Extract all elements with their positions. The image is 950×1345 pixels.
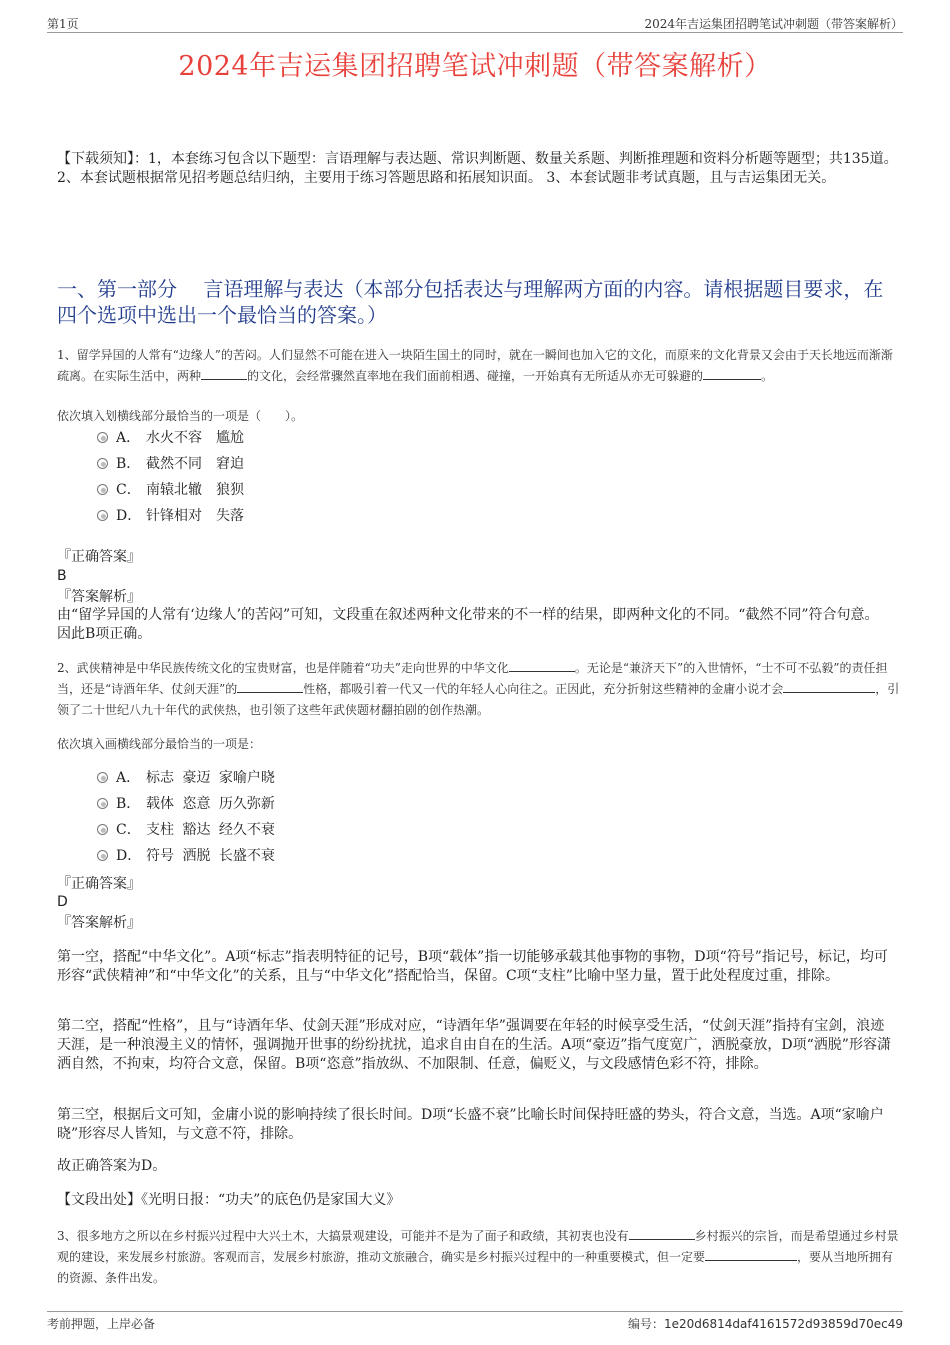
header-divider <box>47 32 903 33</box>
radio-icon[interactable] <box>97 510 108 521</box>
question-3-text-c: ，要从当地所拥有的资源、条件出发。 <box>57 1250 894 1285</box>
question-2-source: 【文段出处】《光明日报：“功夫”的底色仍是家国大义》 <box>57 1192 401 1208</box>
question-2-option-a[interactable] <box>97 768 275 788</box>
question-3-stem <box>57 1226 902 1289</box>
option-text: 南辕北辙 狼狈 <box>146 482 244 498</box>
radio-icon[interactable] <box>97 432 108 443</box>
page-number: 第1页 <box>47 17 79 31</box>
question-2-option-b[interactable] <box>97 794 275 814</box>
option-key: C． <box>116 482 141 498</box>
analysis-label: 『答案解析』 <box>57 915 141 931</box>
option-key: A． <box>116 770 141 786</box>
question-2-analysis-1: 第一空，搭配“中华文化”。A项“标志”指表明特征的记号，B项“载体”指一切能够承载其他事物的事物，D项“符号”指记号，标记，均可形容“武侠精神”和“中华文化”的关系，且与“中华文化”搭配恰当，保留。C项“支柱”比喻中坚力量，置于此处程度过重，排除。 <box>57 949 888 984</box>
correct-answer-label: 『正确答案』 <box>57 549 141 565</box>
question-1-option-d[interactable] <box>97 506 244 526</box>
section-heading: 一、第一部分 言语理解与表达（本部分包括表达与理解两方面的内容。请根据题目要求，在四个选项中选出一个最恰当的答案。） <box>57 277 884 327</box>
question-1-analysis: 由“留学异国的人常有‘边缘人’的苦闷”可知，文段重在叙述两种文化带来的不一样的结果，即两种文化的不同。“截然不同”符合句意。因此B项正确。 <box>57 607 879 642</box>
question-2-text-d: ，引领了二十世纪八九十年代的武侠热，也引领了这些年武侠题材翻拍剧的创作热潮。 <box>57 682 900 717</box>
question-2-prompt: 依次填入画横线部分最恰当的一项是： <box>57 737 262 751</box>
footer-slogan: 考前押题，上岸必备 <box>47 1317 156 1331</box>
blank <box>705 1247 797 1261</box>
page-title: 2024年吉运集团招聘笔试冲刺题（带答案解析） <box>178 51 772 82</box>
question-2-text-a: 2、武侠精神是中华民族传统文化的宝贵财富，也是伴随着“功夫”走向世界的中华文化 <box>57 661 509 675</box>
footer-divider <box>47 1311 903 1312</box>
question-2-text-b: 。无论是“兼济天下”的入世情怀，“士不可不弘毅”的责任担当，还是“诗酒年华、仗剑天涯”的 <box>57 661 888 696</box>
analysis-label: 『答案解析』 <box>57 589 141 605</box>
header-doc-name: 2024年吉运集团招聘笔试冲刺题（带答案解析） <box>644 17 903 31</box>
question-1-answer: B <box>57 568 67 584</box>
question-1-stem <box>57 345 902 387</box>
option-text: 符号 洒脱 长盛不衰 <box>146 848 275 864</box>
option-key: D． <box>116 508 142 524</box>
question-2-analysis-2: 第二空，搭配“性格”，且与“诗酒年华、仗剑天涯”形成对应，“诗酒年华”强调要在年轻的时候享受生活，“仗剑天涯”指持有宝剑，浪迹天涯，是一种浪漫主义的情怀，强调抛开世事的纷纷扰扰，追求自由自在的生活。A项“豪迈”指气度宽广，洒脱豪放，D项“洒脱”形容潇洒自然，不拘束，均符合文意，保留。B项“恣意”指放纵、不加限制、任意，偏贬义，与文段感情色彩不符，排除。 <box>57 1018 891 1072</box>
question-1-text-c: 。 <box>761 369 774 383</box>
radio-icon[interactable] <box>97 824 108 835</box>
question-2-answer: D <box>57 894 68 910</box>
option-key: D． <box>116 848 142 864</box>
question-3-text-a: 3、很多地方之所以在乡村振兴过程中大兴土木，大搞景观建设，可能并不是为了面子和政绩，其初衷也没有 <box>57 1229 629 1243</box>
question-1-option-a[interactable] <box>97 428 244 448</box>
footer-code-label: 编号： <box>627 1317 664 1331</box>
blank <box>783 679 875 693</box>
option-text: 水火不容 尴尬 <box>146 430 244 446</box>
option-key: B． <box>116 456 141 472</box>
question-2-option-c[interactable] <box>97 820 275 840</box>
question-1-text-b: 的文化，会经常骤然直率地在我们面前相遇、碰撞，一开始真有无所适从亦无可躲避的 <box>247 369 704 383</box>
blank <box>629 1226 695 1240</box>
radio-icon[interactable] <box>97 458 108 469</box>
option-key: C． <box>116 822 141 838</box>
option-key: B． <box>116 796 141 812</box>
option-text: 载体 恣意 历久弥新 <box>146 796 275 812</box>
blank <box>509 658 575 672</box>
footer-code <box>628 1315 903 1332</box>
question-2-analysis-3: 第三空，根据后文可知，金庸小说的影响持续了很长时间。D项“长盛不衰”比喻长时间保持旺盛的势头，符合文意，当选。A项“家喻户晓”形容尽人皆知，与文意不符，排除。 <box>57 1107 884 1142</box>
correct-answer-label: 『正确答案』 <box>57 876 141 892</box>
question-1-text-a: 1、留学异国的人常有“边缘人”的苦闷。人们显然不可能在进入一块陌生国土的同时，就在一瞬间也加入它的文化，而原来的文化背景又会由于天长地远而渐渐疏离。在实际生活中，两种 <box>57 348 893 383</box>
blank <box>237 679 303 693</box>
question-1-option-c[interactable] <box>97 480 244 500</box>
radio-icon[interactable] <box>97 484 108 495</box>
question-2-text-c: 性格，都吸引着一代又一代的年轻人心向往之。正因此，充分折射这些精神的金庸小说才会 <box>303 682 784 696</box>
question-1-prompt: 依次填入划横线部分最恰当的一项是（ ）。 <box>57 409 304 423</box>
option-text: 支柱 豁达 经久不衰 <box>146 822 275 838</box>
question-3-text-b: 乡村振兴的宗旨，而是希望通过乡村景观的建设，来发展乡村旅游。客观而言，发展乡村旅游，推动文旅融合，确实是乡村振兴过程中的一种重要模式，但一定要 <box>57 1229 899 1264</box>
radio-icon[interactable] <box>97 850 108 861</box>
option-key: A． <box>116 430 141 446</box>
option-text: 标志 豪迈 家喻户晓 <box>146 770 275 786</box>
radio-icon[interactable] <box>97 798 108 809</box>
question-1-option-b[interactable] <box>97 454 244 474</box>
option-text: 针锋相对 失落 <box>146 508 244 524</box>
blank <box>703 366 761 380</box>
footer-code-value: 1e20d6814daf4161572d93859d70ec49 <box>663 1317 903 1331</box>
question-2-stem <box>57 658 902 721</box>
question-2-option-d[interactable] <box>97 846 275 866</box>
question-2-conclusion: 故正确答案为D。 <box>57 1158 167 1174</box>
radio-icon[interactable] <box>97 772 108 783</box>
download-notice: 【下载须知】：1，本套练习包含以下题型：言语理解与表达题、常识判断题、数量关系题、判断推理题和资料分析题等题型；共135道。 2、本套试题根据常见招考题总结归纳，主要用于练习答题思路和拓展知识面。 3、本套试题非考试真题，且与吉运集团无关。 <box>57 151 898 186</box>
blank <box>201 366 247 380</box>
option-text: 截然不同 窘迫 <box>146 456 244 472</box>
